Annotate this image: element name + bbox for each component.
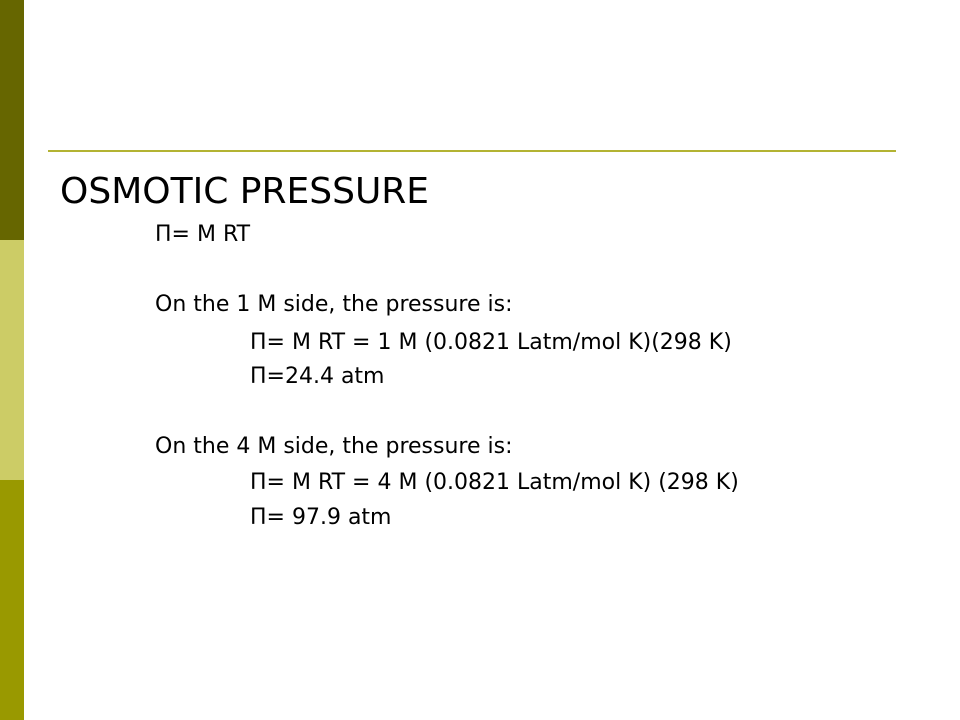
side-stripe-middle	[0, 240, 24, 480]
side1-intro: On the 1 M side, the pressure is:	[155, 292, 513, 317]
side-stripe-bottom	[0, 480, 24, 720]
side1-equation: Π= M RT = 1 M (0.0821 Latm/mol K)(298 K)	[250, 330, 732, 355]
slide-title: OSMOTIC PRESSURE	[60, 171, 430, 212]
side1-result: Π=24.4 atm	[250, 364, 385, 389]
side4-intro: On the 4 M side, the pressure is:	[155, 434, 513, 459]
side4-equation: Π= M RT = 4 M (0.0821 Latm/mol K) (298 K)	[250, 470, 739, 495]
side-stripe-top	[0, 0, 24, 240]
title-divider	[48, 150, 896, 152]
side4-result: Π= 97.9 atm	[250, 505, 392, 530]
formula-line: Π= M RT	[155, 222, 251, 247]
